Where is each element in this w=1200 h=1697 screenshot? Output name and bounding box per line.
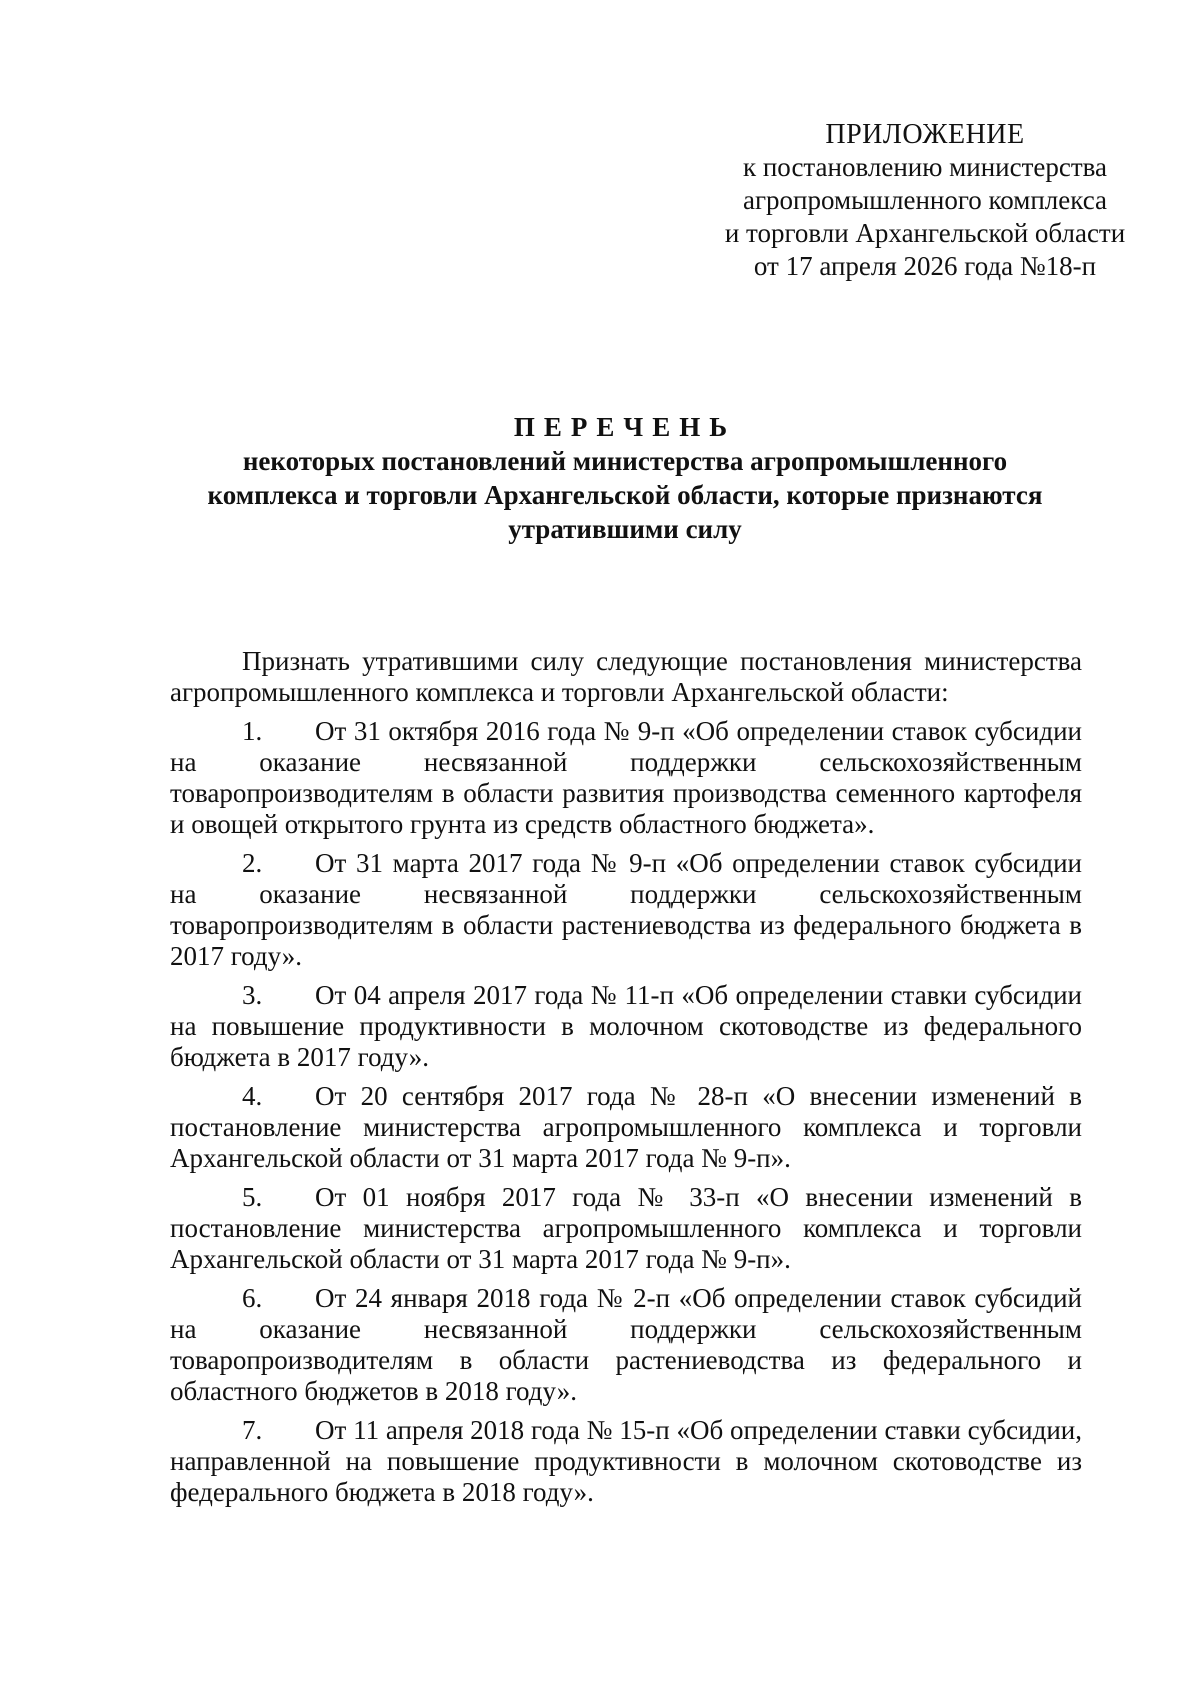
document-body (170, 646, 1082, 1516)
appendix-heading: ПРИЛОЖЕНИЕ (825, 119, 1025, 150)
intro-paragraph: Признать утратившими силу следующие постановления министерства агропромышленного комплекса и торговли Архангельской области: (170, 646, 1082, 707)
title-line-1: некоторых постановлений министерства агропромышленного (242, 446, 1008, 476)
list-item (170, 848, 1082, 972)
appendix-line-2: агропромышленного комплекса (743, 185, 1107, 215)
item-number: 1. (242, 716, 263, 746)
item-text: От 11 апреля 2018 года № 15-п «Об определении ставки субсидии, направленной на повышение продуктивности в молочном скотоводстве из федерального бюджета в 2018 году». (170, 1415, 1082, 1507)
item-number: 5. (242, 1182, 263, 1212)
item-number: 2. (242, 848, 263, 878)
list-item (170, 1283, 1082, 1407)
title-word: ПЕРЕЧЕНЬ (513, 412, 737, 442)
item-text: От 01 ноября 2017 года № 33-п «О внесении изменений в постановление министерства агропромышленного комплекса и торговли Архангельской области от 31 марта 2017 года № 9-п». (170, 1182, 1082, 1274)
title-line-3: утратившими силу (508, 514, 742, 544)
item-text: От 04 апреля 2017 года № 11-п «Об определении ставки субсидии на повышение продуктивности в молочном скотоводстве из федерального бюджета в 2017 году». (170, 980, 1082, 1072)
list-item (170, 716, 1082, 840)
item-text: От 31 марта 2017 года № 9-п «Об определении ставок субсидии на оказание несвязанной поддержки сельскохозяйственным товаропроизводителям в области растениеводства из федерального бюджета в 2017 году». (170, 848, 1082, 971)
item-number: 7. (242, 1415, 263, 1445)
appendix-line-3: и торговли Архангельской области (724, 218, 1126, 248)
appendix-line-4: от 17 апреля 2026 года №18-п (753, 251, 1097, 281)
item-text: От 24 января 2018 года № 2-п «Об определении ставок субсидий на оказание несвязанной поддержки сельскохозяйственным товаропроизводителям в области растениеводства из федерального и областного бюджетов в 2018 году». (170, 1283, 1082, 1406)
item-number: 6. (242, 1283, 263, 1313)
title-line-2: комплекса и торговли Архангельской области, которые признаются (207, 480, 1043, 510)
appendix-line-1: к постановлению министерства (742, 152, 1108, 182)
item-number: 3. (242, 980, 263, 1010)
appendix-block (690, 118, 1160, 283)
document-title (170, 410, 1080, 546)
list-item (170, 1182, 1082, 1275)
item-text: От 31 октября 2016 года № 9-п «Об определении ставок субсидии на оказание несвязанной поддержки сельскохозяйственным товаропроизводителям в области развития производства семенного картофеля и овощей открытого грунта из средств областного бюджета». (170, 716, 1082, 839)
list-item (170, 980, 1082, 1073)
item-text: От 20 сентября 2017 года № 28-п «О внесении изменений в постановление министерства агропромышленного комплекса и торговли Архангельской области от 31 марта 2017 года № 9-п». (170, 1081, 1082, 1173)
item-number: 4. (242, 1081, 263, 1111)
list-item (170, 1415, 1082, 1508)
list-item (170, 1081, 1082, 1174)
